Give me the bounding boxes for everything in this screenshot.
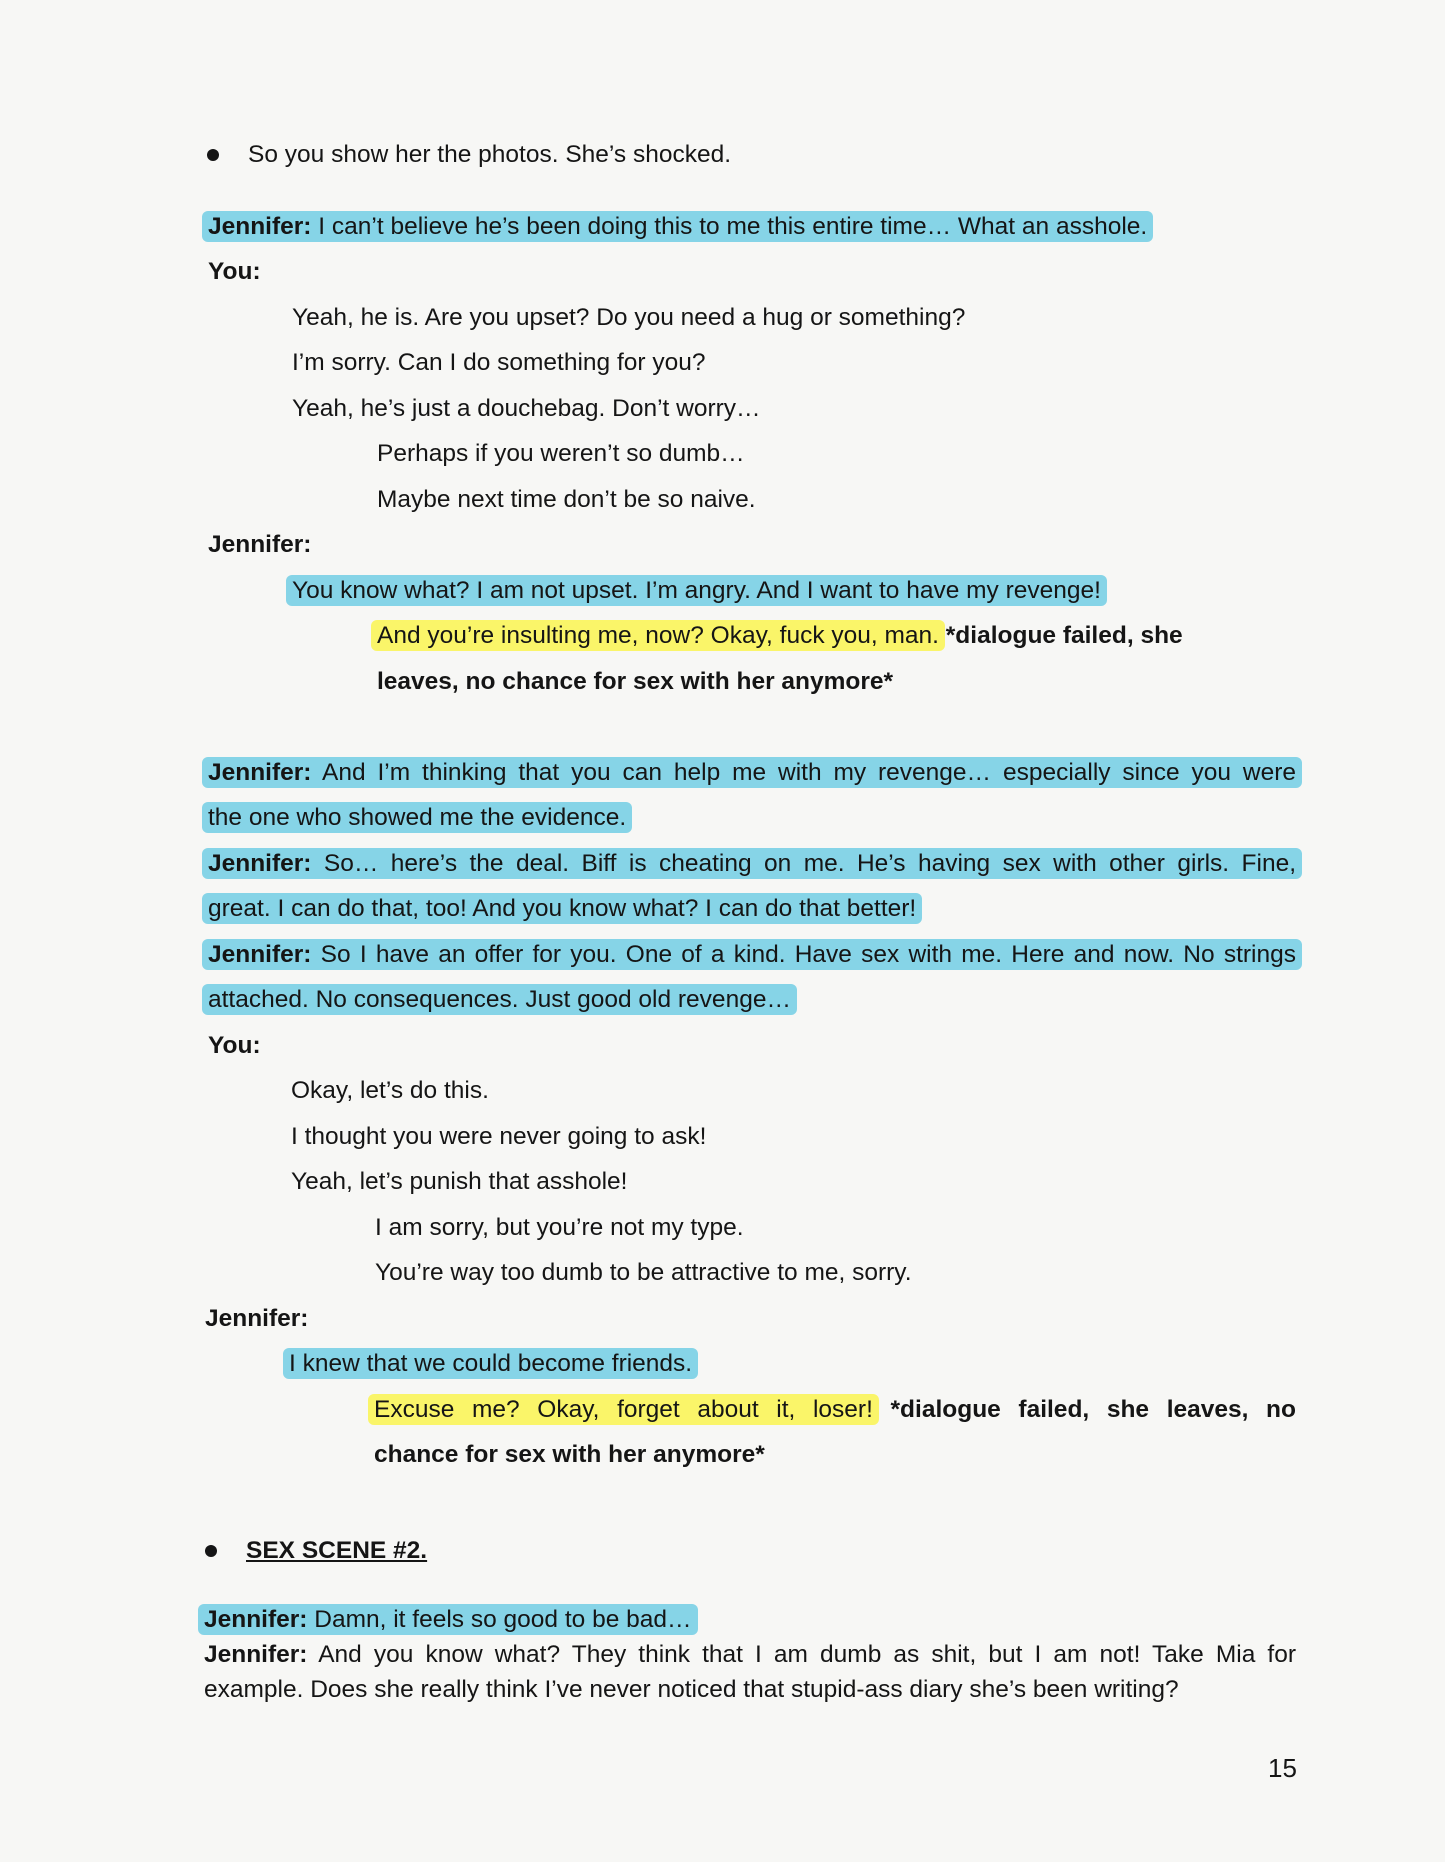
choice-option: I’m sorry. Can I do something for you? [292, 349, 706, 376]
dialogue-line [208, 212, 1147, 242]
outcome-note: *dialogue failed, she leaves, no [872, 1396, 1296, 1423]
speaker-label: Jennifer: [208, 531, 312, 558]
dialogue-line: example. Does she really think I’ve never noticed that stupid-ass diary she’s been writing? [204, 1676, 1179, 1703]
section-heading: SEX SCENE #2. [246, 1537, 428, 1564]
outcome-note: *dialogue failed, she [938, 622, 1183, 649]
choice-option: Yeah, he’s just a douchebag. Don’t worry… [292, 395, 761, 422]
bullet-icon [207, 149, 219, 161]
speaker-label: Jennifer: [208, 213, 312, 240]
outcome-note: chance for sex with her anymore* [374, 1441, 765, 1468]
dialogue-line: Jennifer: So I have an offer for you. One of a kind. Have sex with me. Here and now. No strings [208, 940, 1296, 970]
speaker-label: You: [208, 1032, 261, 1059]
response-line: Excuse me? Okay, forget about it, loser! *dialogue failed, she leaves, no [374, 1395, 1296, 1425]
dialogue-line: great. I can do that, too! And you know what? I can do that better! [208, 894, 916, 924]
choice-option: Perhaps if you weren’t so dumb… [377, 440, 745, 467]
speaker-label: You: [208, 258, 261, 285]
bullet-icon [205, 1545, 217, 1557]
choice-option: Yeah, let’s punish that asshole! [291, 1168, 628, 1195]
dialogue-line: Jennifer: Damn, it feels so good to be bad… [204, 1605, 692, 1635]
dialogue-line: Jennifer: And I’m thinking that you can help me with my revenge… especially since you were [208, 758, 1296, 788]
narration-line: So you show her the photos. She’s shocked. [248, 141, 732, 168]
outcome-note: leaves, no chance for sex with her anymore* [377, 668, 894, 695]
response-line: I knew that we could become friends. [289, 1349, 692, 1379]
dialogue-text: I can’t believe he’s been doing this to me this entire time… What an asshole. [311, 213, 1148, 240]
choice-option: Okay, let’s do this. [291, 1077, 489, 1104]
choice-option: I thought you were never going to ask! [291, 1123, 707, 1150]
choice-option: Yeah, he is. Are you upset? Do you need a hug or something? [292, 304, 966, 331]
choice-option: I am sorry, but you’re not my type. [375, 1214, 744, 1241]
dialogue-line: Jennifer: So… here’s the deal. Biff is cheating on me. He’s having sex with other girls. Fine, [208, 849, 1296, 879]
choice-option: Maybe next time don’t be so naive. [377, 486, 756, 513]
dialogue-line: the one who showed me the evidence. [208, 803, 626, 833]
dialogue-line: Jennifer: And you know what? They think that I am dumb as shit, but I am not! Take Mia for [204, 1641, 1296, 1668]
page-number: 15 [1268, 1753, 1297, 1783]
choice-option: You’re way too dumb to be attractive to me, sorry. [375, 1259, 912, 1286]
speaker-label: Jennifer: [205, 1305, 309, 1332]
response-line: And you’re insulting me, now? Okay, fuck you, man. *dialogue failed, she [377, 621, 1183, 651]
dialogue-line: attached. No consequences. Just good old revenge… [208, 985, 791, 1015]
response-line: You know what? I am not upset. I’m angry. And I want to have my revenge! [292, 576, 1101, 606]
